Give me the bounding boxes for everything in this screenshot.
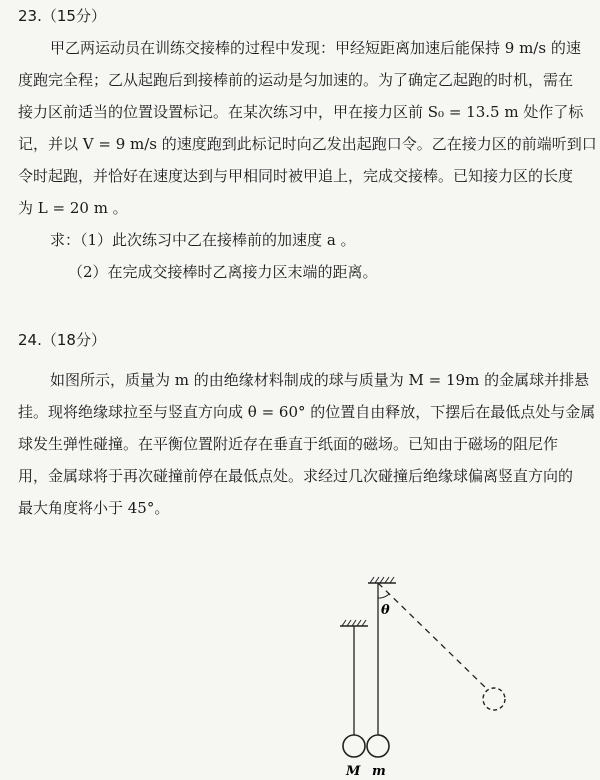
support-left [340,620,368,626]
q23-line-2: 度跑完全程；乙从起跑后到接棒前的运动是匀加速的。为了确定乙起跑的时机，需在 [18,71,574,89]
q23-ask-2: （2）在完成交接棒时乙离接力区末端的距离。 [68,263,378,281]
q23-header: 23.（15分） [18,7,106,25]
q23-line-1: 甲乙两运动员在训练交接棒的过程中发现：甲经短距离加速后能保持 9 m/s 的速 [50,39,581,57]
q24-header: 24.（18分） [18,331,106,349]
q24-line-4: 用，金属球将于再次碰撞前停在最低点处。求经过几次碰撞后绝缘球偏离竖直方向的 [18,467,574,485]
q24-line-3: 球发生弹性碰撞。在平衡位置附近存在垂直于纸面的磁场。已知由于磁场的阻尼作 [18,435,559,453]
q23-line-5: 令时起跑，并恰好在速度达到与甲相同时被甲追上，完成交接棒。已知接力区的长度 [18,167,574,185]
theta-arc [378,594,389,598]
string-released-dashed [378,583,488,690]
q23-ask-1: 求：（1）此次练习中乙在接棒前的加速度 a 。 [50,231,356,249]
support-right [368,577,396,583]
q24-line-2: 挂。现将绝缘球拉至与竖直方向成 θ = 60° 的位置自由释放，下摆后在最低点处与金属 [18,403,596,421]
q23-line-6: 为 L = 20 m 。 [18,199,128,217]
q23-line-3: 接力区前适当的位置设置标记。在某次练习中，甲在接力区前 S₀ = 13.5 m 处作了标 [18,103,584,121]
q23-line-4: 记，并以 V = 9 m/s 的速度跑到此标记时向乙发出起跑口令。乙在接力区的前端听到口 [18,135,597,153]
ball-m-released [483,688,505,710]
ball-M [343,735,365,757]
ball-M-label: M [346,764,361,779]
q24-line-1: 如图所示，质量为 m 的由绝缘材料制成的球与质量为 M = 19m 的金属球并排悬 [50,371,590,389]
ball-m-label: m [372,764,386,779]
theta-label: θ [381,603,390,618]
q24-line-5: 最大角度将小于 45°。 [18,499,170,517]
ball-m [367,735,389,757]
